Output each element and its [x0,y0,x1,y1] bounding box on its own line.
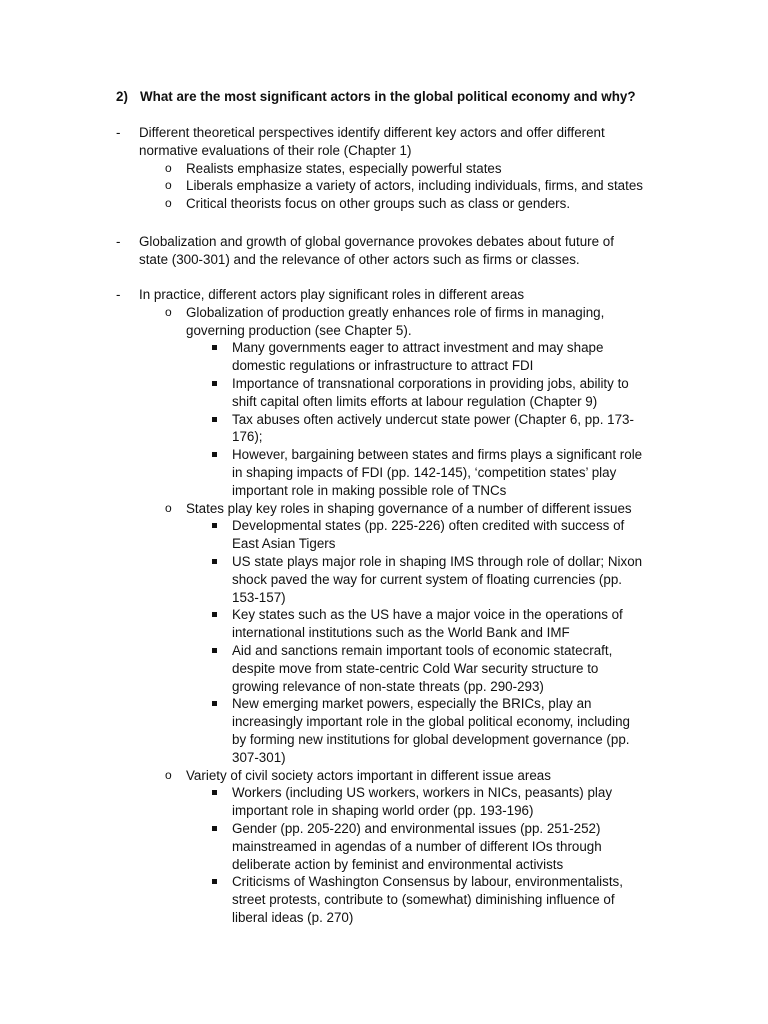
point-item-line: Many governments eager to attract investment and may shape [232,340,604,356]
sub-item [116,304,676,340]
sub-item [116,195,676,213]
point-item-line: liberal ideas (p. 270) [232,909,354,925]
sub-item-line: governing production (see Chapter 5). [186,322,412,338]
square-bullet-icon [212,559,217,564]
sub-item-line: States play key roles in shaping governance of a number of different issues [186,500,632,516]
question-text: What are the most significant actors in the global political economy and why? [140,89,636,104]
point-item-line: 153-157) [232,589,286,605]
point-item [116,784,676,820]
point-item [116,553,676,606]
dash-bullet-icon: - [116,287,121,302]
point-item-line: However, bargaining between states and firms plays a significant role [232,447,643,463]
point-item-line: Criticisms of Washington Consensus by labour, environmentalists, [232,874,623,890]
bullet-item-line: Globalization and growth of global governance provokes debates about future of [139,234,614,249]
square-bullet-icon [212,523,217,528]
circle-bullet-icon: o [165,196,172,211]
point-item-line: 176); [232,429,263,445]
point-item-line: domestic regulations or infrastructure to attract FDI [232,358,534,374]
point-item [116,606,676,642]
point-item-line: shock paved the way for current system of floating currencies (pp. [232,571,622,587]
point-item [116,446,676,499]
point-item-line: Aid and sanctions remain important tools of economic statecraft, [232,642,613,658]
point-item-line: shift capital often limits efforts at labour regulation (Chapter 9) [232,393,598,409]
square-bullet-icon [212,381,217,386]
square-bullet-icon [212,701,217,706]
point-item-line: in shaping impacts of FDI (pp. 142-145), ‘competition states’ play [232,464,617,480]
sub-item-line: Critical theorists focus on other groups such as class or genders. [186,196,571,212]
circle-bullet-icon: o [165,160,172,175]
dash-bullet-icon: - [116,234,121,249]
question-heading [116,88,676,106]
point-item [116,820,676,873]
square-bullet-icon [212,790,217,795]
point-item-line: Tax abuses often actively undercut state power (Chapter 6, pp. 173- [232,411,634,427]
point-item-line: Gender (pp. 205-220) and environmental issues (pp. 251-252) [232,820,601,836]
point-item [116,642,676,695]
point-item-line: Developmental states (pp. 225-226) often credited with success of [232,518,625,534]
point-item-line: important role in shaping world order (pp. 193-196) [232,803,534,819]
square-bullet-icon [212,612,217,617]
point-item-line: street protests, contribute to (somewhat) diminishing influence of [232,892,615,908]
square-bullet-icon [212,417,217,422]
point-item [116,339,676,375]
sub-item-line: Globalization of production greatly enhances role of firms in managing, [186,304,605,320]
square-bullet-icon [212,648,217,653]
sub-item-line: Realists emphasize states, especially powerful states [186,160,502,176]
sub-item-line: Liberals emphasize a variety of actors, including individuals, firms, and states [186,178,643,194]
bullet-item [116,124,676,160]
point-item-line: US state plays major role in shaping IMS through role of dollar; Nixon [232,553,643,569]
bullet-item-line: normative evaluations of their role (Chapter 1) [139,142,412,158]
point-item [116,517,676,553]
point-item-line: 307-301) [232,749,286,765]
bullet-item [116,286,676,304]
point-item-line: important role in making possible role of TNCs [232,482,507,498]
square-bullet-icon [212,345,217,350]
point-item-line: mainstreamed in agendas of a number of different IOs through [232,838,602,854]
bullet-item-line: Different theoretical perspectives identify different key actors and offer different [139,125,605,140]
point-item-line: East Asian Tigers [232,536,336,552]
point-item-line: Key states such as the US have a major voice in the operations of [232,607,623,623]
point-item-line: by forming new institutions for global development governance (pp. [232,731,630,747]
point-item-line: growing relevance of non-state threats (pp. 290-293) [232,678,544,694]
sub-item [116,767,676,785]
sub-item-line: Variety of civil society actors important in different issue areas [186,767,551,783]
sub-item [116,160,676,178]
section-theory [116,124,676,213]
square-bullet-icon [212,452,217,457]
question-number: 2) [116,89,128,104]
point-item [116,873,676,926]
point-item-line: deliberate action by feminist and environmental activists [232,856,564,872]
point-item-line: international institutions such as the World Bank and IMF [232,625,570,641]
dash-bullet-icon: - [116,125,121,140]
point-item-line: Importance of transnational corporations in providing jobs, ability to [232,375,629,391]
circle-bullet-icon: o [165,178,172,193]
section-practice [116,286,676,927]
bullet-item [116,233,676,269]
point-item-line: increasingly important role in the global political economy, including [232,714,630,730]
point-item-line: Workers (including US workers, workers in NICs, peasants) play [232,785,613,801]
circle-bullet-icon: o [165,500,172,515]
square-bullet-icon [212,826,217,831]
bullet-item-line: In practice, different actors play significant roles in different areas [139,287,525,302]
point-item-line: despite move from state-centric Cold War security structure to [232,660,599,676]
circle-bullet-icon: o [165,767,172,782]
point-item [116,411,676,447]
section-globalization [116,233,676,269]
sub-item [116,177,676,195]
sub-item [116,500,676,518]
point-item-line: New emerging market powers, especially the BRICs, play an [232,696,592,712]
point-item [116,695,676,766]
point-item [116,375,676,411]
square-bullet-icon [212,879,217,884]
bullet-item-line: state (300-301) and the relevance of other actors such as firms or classes. [139,251,580,267]
circle-bullet-icon: o [165,304,172,319]
